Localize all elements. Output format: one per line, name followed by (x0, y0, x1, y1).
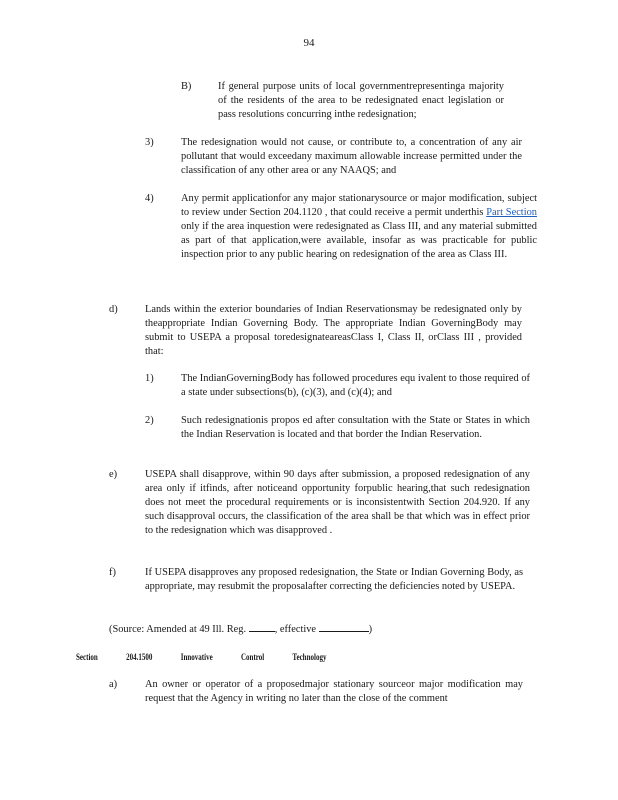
item-text: If USEPA disapproves any proposed redesignation, the State or Indian Governing Body, as appropriate, may resubmit the proposalafter correcting the deficiencies noted by USEPA. (145, 567, 523, 592)
part-section-link[interactable]: Part Section (486, 207, 537, 218)
item-label: d) (109, 304, 118, 315)
item-label: f) (109, 567, 116, 578)
section-label: Section (76, 652, 98, 662)
section-title-word: Technology (292, 652, 327, 662)
item-text: An owner or operator of a proposedmajor stationary sourceor major modification may request that the Agency in writing no later than the close of the comment (145, 679, 523, 704)
source-note-prefix: (Source: Amended at 49 Ill. Reg. (109, 624, 247, 635)
item-label: 1) (145, 373, 154, 384)
item-text: Such redesignationis propos ed after consultation with the State or States in which the Indian Reservation is located and that border the Indian Reservation. (181, 415, 530, 440)
item-text-after: only if the area inquestion were redesignated as Class III, and any material submitted as part of that application,were available, insofar as was practicable for public inspection prior to any public hearing on redesignation of the area as Class III. (181, 221, 537, 260)
item-text: The IndianGoverningBody has followed procedures equ ivalent to those required of a state under subsections(b), (c)(3), and (c)(4); and (181, 373, 530, 398)
item-label: 4) (145, 193, 154, 204)
source-note (109, 621, 372, 637)
blank-line (249, 621, 275, 632)
item-label: e) (109, 469, 118, 480)
section-heading (76, 650, 353, 664)
page-number: 94 (303, 37, 315, 49)
item-text: If general purpose units of local governmentrepresentinga majority of the residents of the area to be redesignated enact legislation or pass resolutions concurring inthe redesignation; (218, 81, 504, 120)
item-text (181, 192, 537, 262)
item-label: B) (181, 81, 192, 92)
blank-line (319, 621, 369, 632)
source-note-suffix: ) (368, 624, 373, 635)
item-text: Lands within the exterior boundaries of Indian Reservationsmay be redesignated only by theappropriate Indian Governing Body. The appropriate Indian GoverningBody may submit to USEPA a proposal toredesignateareasClass I, Class II, orClass III , provided that: (145, 304, 522, 357)
item-label: 3) (145, 137, 154, 148)
item-label: 2) (145, 415, 154, 426)
item-text-before: Any permit applicationfor any major stationarysource or major modification, subject to review under Section 204.1120 , that could receive a permit underthis (181, 193, 537, 218)
section-number: 204.1500 (126, 652, 153, 662)
source-note-middle: , effective (274, 624, 317, 635)
section-title-word: Innovative (180, 652, 213, 662)
section-title-word: Control (240, 652, 265, 662)
item-text: USEPA shall disapprove, within 90 days after submission, a proposed redesignation of any area only if itfinds, after noticeand opportunity forpublic hearing,that such redesignation does not meet the procedural requirements or is inconsistentwith Section 204.920. If any such disapproval occurs, the classification of the area shall be that which was in effect prior to the redesignation which was disapproved . (145, 469, 530, 536)
item-label: a) (109, 679, 118, 690)
item-text: The redesignation would not cause, or contribute to, a concentration of any air pollutant that would exceedany maximum allowable increase permitted under the classification of any other area or any NAAQS; and (181, 137, 522, 176)
